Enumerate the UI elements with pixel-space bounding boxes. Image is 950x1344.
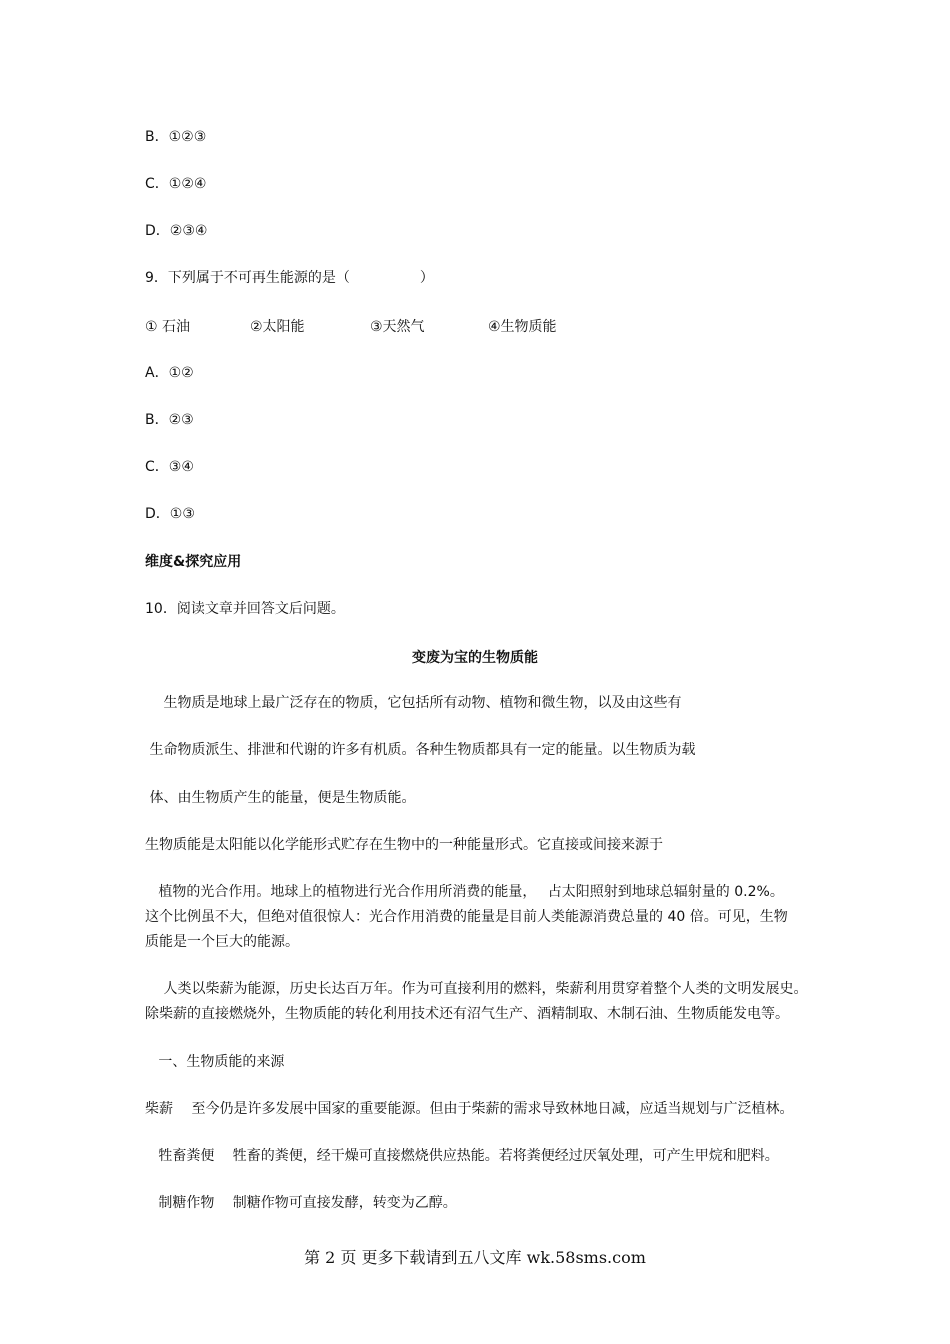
paragraph-line: 人类以柴薪为能源，历史长达百万年。作为可直接利用的燃料，柴薪利用贯穿着整个人类的文明发展史。: [145, 981, 808, 997]
subheading: 一、生物质能的来源: [145, 1054, 285, 1070]
q8-option-b: B．①②③: [145, 129, 207, 145]
paragraph-line: 生物质是地球上最广泛存在的物质，它包括所有动物、植物和微生物，以及由这些有: [145, 695, 682, 711]
paragraph-line: 体、由生物质产生的能量，便是生物质能。: [145, 790, 416, 806]
q9-items: [145, 316, 557, 336]
q9-option-a: A．①②: [145, 365, 194, 381]
source-item: 制糖作物 制糖作物可直接发酵，转变为乙醇。: [145, 1195, 457, 1211]
q9-item: ① 石油: [145, 319, 191, 335]
paragraph-line: 除柴薪的直接燃烧外，生物质能的转化利用技术还有沼气生产、酒精制取、木制石油、生物质能发电等。: [145, 1006, 789, 1022]
page-footer: 第 2 页 更多下载请到五八文库 wk.58sms.com: [304, 1248, 646, 1267]
q9-item: ②太阳能: [250, 319, 305, 335]
section-heading: 维度&探究应用: [145, 554, 242, 570]
q9-option-d: D．①③: [145, 506, 195, 522]
source-item: 柴薪 至今仍是许多发展中国家的重要能源。但由于柴薪的需求导致林地日减，应适当规划与广泛植林。: [145, 1101, 794, 1117]
article-title: 变废为宝的生物质能: [412, 650, 538, 666]
q9-stem: 9．下列属于不可再生能源的是（ ）: [145, 270, 434, 286]
q8-option-d: D．②③④: [145, 223, 208, 239]
q8-option-c: C．①②④: [145, 176, 207, 192]
q9-item: ③天然气: [370, 319, 425, 335]
paragraph-line: 生命物质派生、排泄和代谢的许多有机质。各种生物质都具有一定的能量。以生物质为载: [145, 742, 696, 758]
paragraph-line: 生物质能是太阳能以化学能形式贮存在生物中的一种能量形式。它直接或间接来源于: [145, 837, 663, 853]
q10-stem: 10．阅读文章并回答文后问题。: [145, 601, 345, 617]
q9-option-c: C．③④: [145, 459, 194, 475]
paragraph-line: 质能是一个巨大的能源。: [145, 934, 299, 950]
paragraph-line: 植物的光合作用。地球上的植物进行光合作用所消费的能量， 占太阳照射到地球总辐射量的 0.2%。: [145, 884, 784, 900]
q9-item: ④生物质能: [488, 319, 557, 335]
paragraph-line: 这个比例虽不大，但绝对值很惊人：光合作用消费的能量是目前人类能源消费总量的 40 倍。可见，生物: [145, 909, 788, 925]
source-item: 牲畜粪便 牲畜的粪便，经干燥可直接燃烧供应热能。若将粪便经过厌氧处理，可产生甲烷和肥料。: [145, 1148, 779, 1164]
q9-option-b: B．②③: [145, 412, 194, 428]
